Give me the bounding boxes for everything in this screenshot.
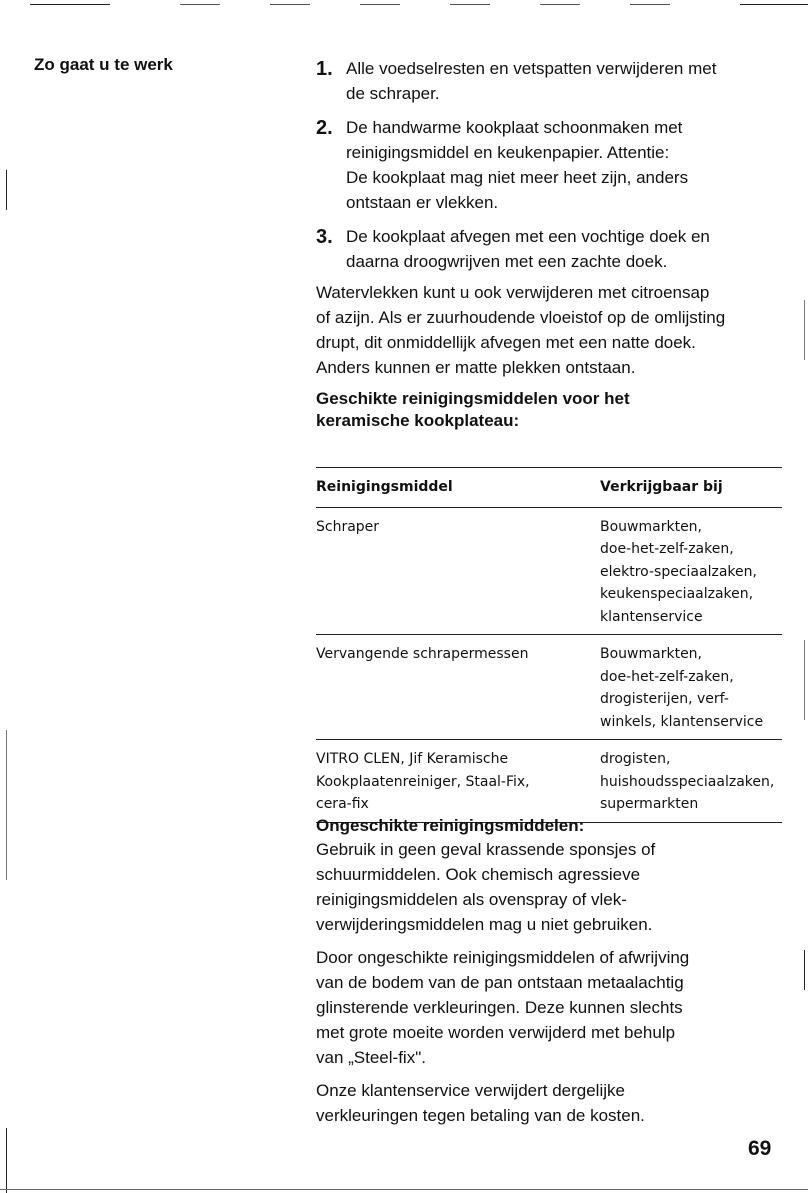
unsuitable-line: van de bodem van de pan ontstaan metaalachtig [316,973,684,992]
unsuitable-paragraph-1 [316,837,782,937]
cell-where-line: drogisterijen, verf- [600,691,729,707]
cell-where-line: supermarkten [600,796,699,812]
suitable-heading-line: keramische kookplateau: [316,411,520,430]
table-row [316,507,782,635]
scan-edge-right-3 [804,950,805,990]
unsuitable-line: van „Steel-fix". [316,1048,426,1067]
step-item [316,224,782,274]
unsuitable-line: schuurmiddelen. Ook chemisch agressieve [316,865,641,884]
scan-edge-left-1 [6,170,7,210]
cell-where-line: Bouwmarkten, [600,646,702,662]
cell-product-line: cera-fix [316,796,369,812]
unsuitable-paragraph-3 [316,1078,782,1128]
cell-where-line: huishoudsspeciaalzaken, [600,773,775,790]
unsuitable-line: verwijderingsmiddelen mag u niet gebruiken. [316,915,653,934]
scan-edge-left-3 [6,1128,7,1193]
step-text-line: daarna droogwrijven met een zachte doek. [346,252,668,271]
cell-where [600,507,782,635]
step-text-line: De handwarme kookplaat schoonmaken met [346,118,683,137]
table-row [316,635,782,740]
scan-edge-top-dashes [180,4,700,5]
unsuitable-line: Door ongeschikte reinigingsmiddelen of afwrijving [316,948,690,967]
unsuitable-paragraph-2 [316,945,782,1070]
cell-where-line: elektro-speciaalzaken, [600,563,757,580]
step-number: 1. [316,58,333,80]
cell-where-line: klantenservice [600,608,703,625]
section-heading: Zo gaat u te werk [34,55,173,74]
note-line: of azijn. Als er zuurhoudende vloeistof op de omlijsting [316,308,726,327]
cell-product-line: Schraper [316,518,380,535]
step-number: 2. [316,117,333,139]
table-row [316,740,782,823]
step-text-line: de schraper. [346,84,440,103]
cell-product [316,635,600,740]
unsuitable-line: Onze klantenservice verwijdert dergelijke [316,1081,625,1100]
cell-product-line: Vervangende schrapermessen [316,646,529,662]
cell-product-line: VITRO CLEN, Jif Keramische [316,751,509,767]
table-header-where: Verkrijgbaar bij [600,468,782,508]
table-header-product: Reinigingsmiddel [316,468,600,508]
step-text-line: reinigingsmiddel en keukenpapier. Attentie: [346,143,670,162]
cell-product-line: Kookplaatenreiniger, Staal-Fix, [316,773,530,790]
cell-product [316,507,600,635]
step-item [316,56,782,106]
table-header-row [316,468,782,508]
page-number: 69 [748,1137,772,1160]
unsuitable-heading: Ongeschikte reinigingsmiddelen: [316,816,585,835]
scan-edge-bottom [0,1189,808,1190]
step-text-line: ontstaan er vlekken. [346,193,499,212]
cell-where [600,740,782,823]
step-text-line: Alle voedselresten en vetspatten verwijderen met [346,59,717,78]
instructions [316,56,782,432]
unsuitable-line: Gebruik in geen geval krassende sponsjes of [316,840,656,859]
scan-edge-right-2 [804,640,805,720]
cell-where-line: doe-het-zelf-zaken, [600,541,734,557]
cell-where-line: keukenspeciaalzaken, [600,586,754,602]
step-text-line: De kookplaat afvegen met een vochtige doek en [346,227,710,246]
suitable-heading [316,388,782,432]
step-number: 3. [316,226,333,248]
cell-where-line: winkels, klantenservice [600,713,764,730]
cell-where [600,635,782,740]
note-line: Anders kunnen er matte plekken ontstaan. [316,358,636,377]
cleaning-agents-table [316,467,782,823]
scan-edge-top-right [740,4,808,5]
step-item [316,115,782,215]
unsuitable-line: met grote moeite worden verwijderd met behulp [316,1023,676,1042]
scan-edge-top-left [30,4,110,5]
cell-where-line: drogisten, [600,751,671,767]
cell-product [316,740,600,823]
cell-where-line: doe-het-zelf-zaken, [600,668,734,685]
note-line: drupt, dit onmiddellijk afvegen met een natte doek. [316,333,696,352]
unsuitable-section [316,815,782,1136]
scan-edge-right-1 [804,300,805,360]
suitable-heading-line: Geschikte reinigingsmiddelen voor het [316,389,630,408]
unsuitable-line: reinigingsmiddelen als ovenspray of vlek- [316,890,627,909]
cell-where-line: Bouwmarkten, [600,518,702,535]
scan-edge-left-2 [6,730,7,880]
unsuitable-line: verkleuringen tegen betaling van de kosten. [316,1106,645,1125]
unsuitable-line: glinsterende verkleuringen. Deze kunnen slechts [316,998,683,1017]
step-text-line: De kookplaat mag niet meer heet zijn, anders [346,168,689,187]
note-line: Watervlekken kunt u ook verwijderen met citroensap [316,283,710,302]
note-paragraph [316,280,782,380]
